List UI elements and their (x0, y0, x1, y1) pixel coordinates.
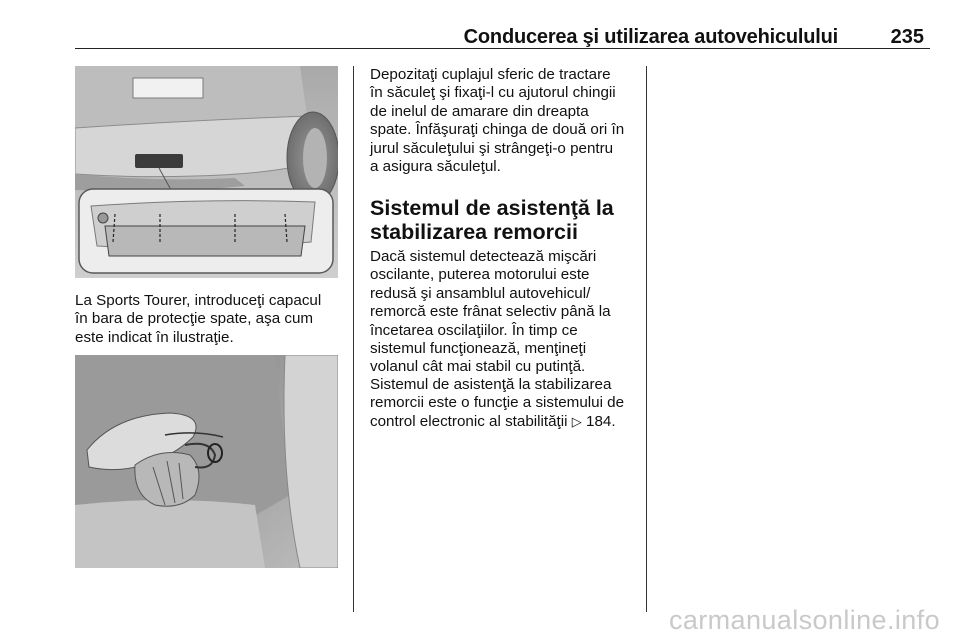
watermark: carmanualsonline.info (668, 605, 940, 635)
page-number: 235 (890, 26, 924, 48)
header-title: Conducerea şi utilizarea autovehiculului (463, 26, 838, 48)
illustration-rear-bumper-cover (75, 66, 338, 278)
left-paragraph: La Sports Tourer, introduceţi capacul în bara de protecţie spate, aşa cum este indicat în ilustraţie. (75, 292, 322, 346)
esc-reference-text: Sistemul de asistenţă la stabilizarea remorcii este o funcţie a sistemului de control electronic al stabilităţii (370, 376, 625, 430)
xref-page-number[interactable]: 184. (586, 412, 616, 430)
page-reference-triangle-icon: ▷ (571, 413, 582, 429)
illustration-towbar-bag-in-trunk (75, 355, 338, 568)
right-paragraph-esc-reference (370, 376, 642, 431)
column-divider-right (646, 66, 647, 612)
header-rule (75, 48, 930, 49)
right-paragraph-oscillation: Dacă sistemul detectează mişcări oscilante, puterea motorului este redusă şi ansamblul autovehicul/ remorcă este frânat selectiv până la încetarea oscilaţiilor. În timp ce sistemul funcţionează, menţineţi volanul cât mai stabil cu putinţă. (370, 248, 611, 376)
section-heading-trailer-stability: Sistemul de asistenţă la stabilizarea remorcii (370, 196, 614, 244)
column-divider-left (353, 66, 354, 612)
right-paragraph-store-towbar: Depozitaţi cuplajul sferic de tractare în săculeţ şi fixaţi-l cu ajutorul chingii de inelul de amarare din dreapta spate. Înfăşuraţi chinga de două ori în jurul săculeţului şi strângeţi-o pentru a asigura săculeţul. (370, 66, 625, 176)
